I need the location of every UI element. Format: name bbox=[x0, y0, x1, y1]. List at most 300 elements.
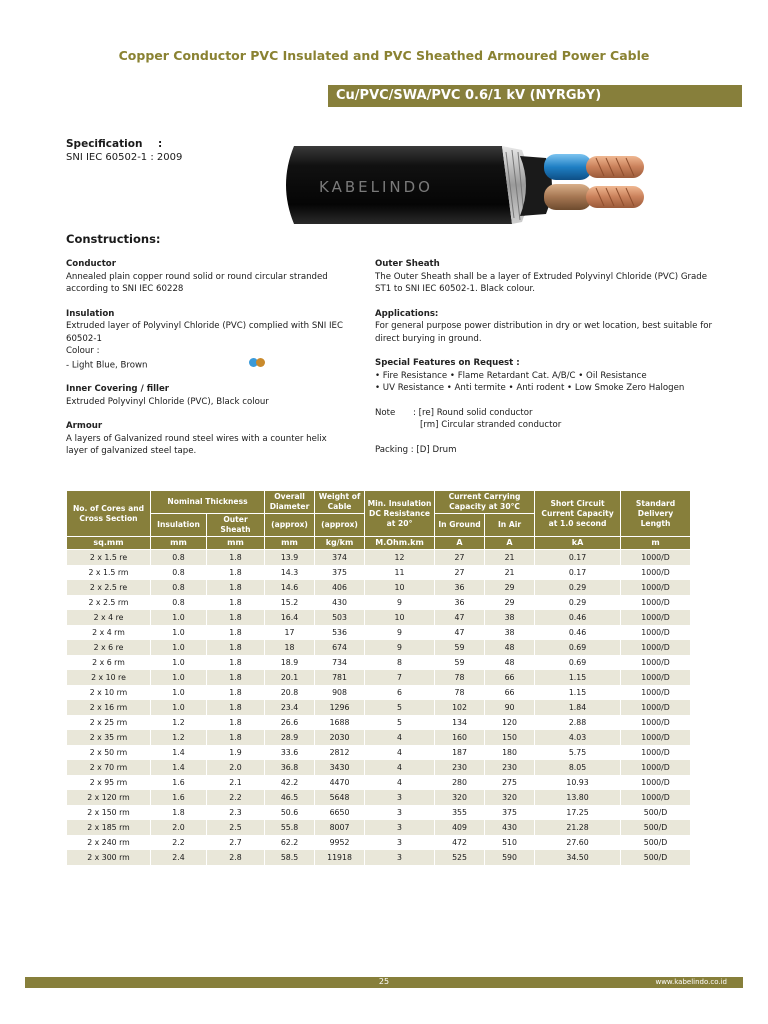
brown-core-shape bbox=[544, 184, 592, 210]
table-cell: 120 bbox=[485, 715, 535, 730]
footer-bar bbox=[25, 977, 743, 988]
table-cell: 14.6 bbox=[265, 580, 315, 595]
specification-colon: : bbox=[158, 138, 163, 150]
table-cell: 1.8 bbox=[207, 640, 265, 655]
table-cell: 375 bbox=[315, 565, 365, 580]
table-cell: 2.0 bbox=[151, 820, 207, 835]
table-cell: 15.2 bbox=[265, 595, 315, 610]
table-row bbox=[67, 610, 691, 625]
table-cell: 4470 bbox=[315, 775, 365, 790]
table-cell: 1.6 bbox=[151, 790, 207, 805]
right-column bbox=[375, 258, 715, 468]
header-cores: No. of Cores and Cross Section bbox=[67, 491, 151, 537]
table-cell: 23.4 bbox=[265, 700, 315, 715]
table-cell: 36 bbox=[435, 580, 485, 595]
table-cell: 1.84 bbox=[535, 700, 621, 715]
table-cell: 1296 bbox=[315, 700, 365, 715]
constructions-heading: Constructions: bbox=[66, 232, 161, 246]
colour-label: Colour : bbox=[66, 346, 100, 356]
note-label: Note bbox=[375, 407, 396, 418]
table-cell: 0.8 bbox=[151, 580, 207, 595]
table-cell: 2 x 4 rm bbox=[67, 625, 151, 640]
header-outer-sheath: Outer Sheath bbox=[207, 514, 265, 537]
table-cell: 8.05 bbox=[535, 760, 621, 775]
header-delivery-length: Standard Delivery Length bbox=[621, 491, 691, 537]
table-cell: 8007 bbox=[315, 820, 365, 835]
page-title: Copper Conductor PVC Insulated and PVC Sheathed Armoured Power Cable bbox=[118, 48, 650, 63]
table-cell: 42.2 bbox=[265, 775, 315, 790]
table-cell: 16.4 bbox=[265, 610, 315, 625]
header-min-insulation: Min. Insulation DC Resistance at 20° bbox=[365, 491, 435, 537]
table-cell: 2.88 bbox=[535, 715, 621, 730]
table-row bbox=[67, 595, 691, 610]
table-cell: 38 bbox=[485, 625, 535, 640]
cable-image bbox=[274, 140, 646, 232]
special-features-section bbox=[375, 357, 715, 395]
table-cell: 33.6 bbox=[265, 745, 315, 760]
inner-covering-heading: Inner Covering / filler bbox=[66, 384, 170, 395]
table-cell: 1.2 bbox=[151, 730, 207, 745]
table-cell: 2.2 bbox=[207, 790, 265, 805]
table-cell: 2030 bbox=[315, 730, 365, 745]
table-cell: 406 bbox=[315, 580, 365, 595]
table-cell: 9 bbox=[365, 625, 435, 640]
outer-sheath-section bbox=[375, 258, 715, 296]
table-cell: 26.6 bbox=[265, 715, 315, 730]
table-cell: 18 bbox=[265, 640, 315, 655]
table-cell: 10 bbox=[365, 610, 435, 625]
table-cell: 66 bbox=[485, 670, 535, 685]
note-section bbox=[375, 407, 715, 432]
special-features-line2: • UV Resistance • Anti termite • Anti rodent • Low Smoke Zero Halogen bbox=[375, 383, 685, 393]
table-cell: 1.0 bbox=[151, 655, 207, 670]
special-features-heading: Special Features on Request : bbox=[375, 358, 520, 368]
table-cell: 1000/D bbox=[621, 580, 691, 595]
table-cell: 734 bbox=[315, 655, 365, 670]
table-cell: 2 x 70 rm bbox=[67, 760, 151, 775]
table-row bbox=[67, 820, 691, 835]
table-cell: 230 bbox=[435, 760, 485, 775]
table-row bbox=[67, 685, 691, 700]
table-cell: 29 bbox=[485, 595, 535, 610]
table-row bbox=[67, 850, 691, 865]
table-cell: 1.8 bbox=[151, 805, 207, 820]
unit-cell: mm bbox=[265, 537, 315, 550]
table-cell: 62.2 bbox=[265, 835, 315, 850]
table-cell: 2 x 10 re bbox=[67, 670, 151, 685]
table-cell: 48 bbox=[485, 655, 535, 670]
table-cell: 2.4 bbox=[151, 850, 207, 865]
note-row-2 bbox=[375, 419, 715, 432]
table-cell: 1.0 bbox=[151, 685, 207, 700]
header-short-circuit: Short Circuit Current Capacity at 1.0 second bbox=[535, 491, 621, 537]
table-cell: 1.4 bbox=[151, 760, 207, 775]
table-cell: 1000/D bbox=[621, 670, 691, 685]
table-cell: 500/D bbox=[621, 850, 691, 865]
table-cell: 1.8 bbox=[207, 670, 265, 685]
unit-cell: sq.mm bbox=[67, 537, 151, 550]
table-row bbox=[67, 580, 691, 595]
left-column bbox=[66, 258, 348, 470]
table-row bbox=[67, 715, 691, 730]
table-cell: 0.69 bbox=[535, 640, 621, 655]
table-cell: 160 bbox=[435, 730, 485, 745]
table-cell: 2 x 4 re bbox=[67, 610, 151, 625]
table-cell: 2812 bbox=[315, 745, 365, 760]
table-cell: 9952 bbox=[315, 835, 365, 850]
table-cell: 510 bbox=[485, 835, 535, 850]
table-cell: 0.8 bbox=[151, 595, 207, 610]
table-cell: 2 x 25 rm bbox=[67, 715, 151, 730]
footer-url: www.kabelindo.co.id bbox=[655, 978, 727, 986]
product-title: Cu/PVC/SWA/PVC 0.6/1 kV (NYRGbY) bbox=[336, 88, 602, 103]
table-cell: 908 bbox=[315, 685, 365, 700]
packing-text: Packing : [D] Drum bbox=[375, 444, 457, 455]
table-row bbox=[67, 790, 691, 805]
inner-covering-section bbox=[66, 383, 348, 408]
table-row bbox=[67, 670, 691, 685]
unit-cell: A bbox=[435, 537, 485, 550]
table-cell: 1000/D bbox=[621, 550, 691, 565]
table-row bbox=[67, 640, 691, 655]
inner-covering-text: Extruded Polyvinyl Chloride (PVC), Black colour bbox=[66, 396, 269, 407]
unit-cell: kg/km bbox=[315, 537, 365, 550]
table-cell: 12 bbox=[365, 550, 435, 565]
table-cell: 536 bbox=[315, 625, 365, 640]
header-current-capacity: Current Carrying Capacity at 30°C bbox=[435, 491, 535, 514]
outer-sheath-heading: Outer Sheath bbox=[375, 259, 440, 269]
product-title-bar bbox=[328, 85, 742, 107]
note-indent bbox=[375, 419, 420, 432]
table-cell: 1000/D bbox=[621, 790, 691, 805]
specification-label: Specification bbox=[66, 138, 143, 150]
conductor-heading: Conductor bbox=[66, 259, 116, 269]
table-cell: 2 x 6 re bbox=[67, 640, 151, 655]
table-cell: 17.25 bbox=[535, 805, 621, 820]
table-cell: 1000/D bbox=[621, 565, 691, 580]
table-cell: 0.29 bbox=[535, 595, 621, 610]
table-cell: 59 bbox=[435, 655, 485, 670]
special-features-line1: • Fire Resistance • Flame Retardant Cat. A/B/C • Oil Resistance bbox=[375, 370, 647, 381]
table-cell: 3 bbox=[365, 820, 435, 835]
table-cell: 2 x 2.5 re bbox=[67, 580, 151, 595]
unit-cell: m bbox=[621, 537, 691, 550]
table-cell: 1.2 bbox=[151, 715, 207, 730]
table-cell: 1.8 bbox=[207, 715, 265, 730]
header-weight: Weight of Cable bbox=[315, 491, 365, 514]
table-row bbox=[67, 775, 691, 790]
outer-sheath-text: The Outer Sheath shall be a layer of Extruded Polyvinyl Chloride (PVC) Grade ST1 to SNI IEC 60502-1. Black colour. bbox=[375, 271, 708, 294]
table-row bbox=[67, 745, 691, 760]
table-cell: 5 bbox=[365, 715, 435, 730]
applications-text: For general purpose power distribution in dry or wet location, best suitable for direct burying in ground. bbox=[375, 321, 713, 344]
table-cell: 1.9 bbox=[207, 745, 265, 760]
table-cell: 1.0 bbox=[151, 610, 207, 625]
table-cell: 2 x 16 rm bbox=[67, 700, 151, 715]
table-cell: 409 bbox=[435, 820, 485, 835]
table-cell: 38 bbox=[485, 610, 535, 625]
table-row bbox=[67, 655, 691, 670]
table-cell: 1.8 bbox=[207, 625, 265, 640]
colour-swatches bbox=[251, 358, 265, 372]
table-cell: 36.8 bbox=[265, 760, 315, 775]
table-cell: 4 bbox=[365, 745, 435, 760]
table-cell: 27 bbox=[435, 550, 485, 565]
table-cell: 11 bbox=[365, 565, 435, 580]
table-cell: 48 bbox=[485, 640, 535, 655]
table-cell: 2.7 bbox=[207, 835, 265, 850]
table-cell: 1.8 bbox=[207, 685, 265, 700]
table-cell: 1.0 bbox=[151, 640, 207, 655]
table-cell: 1.8 bbox=[207, 595, 265, 610]
table-cell: 525 bbox=[435, 850, 485, 865]
table-cell: 1000/D bbox=[621, 775, 691, 790]
table-cell: 590 bbox=[485, 850, 535, 865]
table-body bbox=[67, 550, 691, 865]
table-cell: 2.5 bbox=[207, 820, 265, 835]
table-cell: 374 bbox=[315, 550, 365, 565]
table-cell: 180 bbox=[485, 745, 535, 760]
table-cell: 1.4 bbox=[151, 745, 207, 760]
insulation-heading: Insulation bbox=[66, 308, 115, 319]
table-cell: 66 bbox=[485, 685, 535, 700]
table-cell: 2 x 95 rm bbox=[67, 775, 151, 790]
table-cell: 1000/D bbox=[621, 685, 691, 700]
header-approx-diameter: (approx) bbox=[265, 514, 315, 537]
table-cell: 0.29 bbox=[535, 580, 621, 595]
conductor-section bbox=[66, 258, 348, 296]
table-cell: 27.60 bbox=[535, 835, 621, 850]
table-cell: 320 bbox=[435, 790, 485, 805]
table-cell: 5648 bbox=[315, 790, 365, 805]
table-row bbox=[67, 835, 691, 850]
table-cell: 20.1 bbox=[265, 670, 315, 685]
table-cell: 2 x 2.5 rm bbox=[67, 595, 151, 610]
table-cell: 4 bbox=[365, 730, 435, 745]
note-line1: : [re] Round solid conductor bbox=[413, 407, 533, 418]
table-cell: 1000/D bbox=[621, 625, 691, 640]
table-cell: 1.8 bbox=[207, 700, 265, 715]
table-cell: 102 bbox=[435, 700, 485, 715]
table-cell: 0.17 bbox=[535, 550, 621, 565]
insulation-section bbox=[66, 308, 348, 372]
table-cell: 503 bbox=[315, 610, 365, 625]
insulation-text: Extruded layer of Polyvinyl Chloride (PVC) complied with SNI IEC 60502-1 bbox=[66, 321, 343, 344]
table-cell: 4 bbox=[365, 775, 435, 790]
table-cell: 21 bbox=[485, 565, 535, 580]
table-cell: 13.80 bbox=[535, 790, 621, 805]
table-cell: 5.75 bbox=[535, 745, 621, 760]
table-cell: 1000/D bbox=[621, 595, 691, 610]
table-cell: 9 bbox=[365, 595, 435, 610]
table-cell: 500/D bbox=[621, 820, 691, 835]
table-cell: 78 bbox=[435, 670, 485, 685]
table-cell: 18.9 bbox=[265, 655, 315, 670]
header-nominal-thickness: Nominal Thickness bbox=[151, 491, 265, 514]
table-cell: 1688 bbox=[315, 715, 365, 730]
colour-row bbox=[66, 358, 348, 372]
table-cell: 3 bbox=[365, 805, 435, 820]
unit-cell: M.Ohm.km bbox=[365, 537, 435, 550]
header-in-ground: In Ground bbox=[435, 514, 485, 537]
table-cell: 430 bbox=[485, 820, 535, 835]
table-cell: 1000/D bbox=[621, 745, 691, 760]
table-cell: 1000/D bbox=[621, 700, 691, 715]
table-cell: 2 x 10 rm bbox=[67, 685, 151, 700]
table-cell: 2.2 bbox=[151, 835, 207, 850]
table-cell: 0.8 bbox=[151, 565, 207, 580]
table-cell: 0.69 bbox=[535, 655, 621, 670]
header-in-air: In Air bbox=[485, 514, 535, 537]
table-cell: 5 bbox=[365, 700, 435, 715]
conductor-text: Annealed plain copper round solid or round circular stranded according to SNI IEC 60228 bbox=[66, 271, 328, 294]
table-cell: 0.8 bbox=[151, 550, 207, 565]
table-cell: 1.6 bbox=[151, 775, 207, 790]
table-cell: 2.8 bbox=[207, 850, 265, 865]
table-cell: 781 bbox=[315, 670, 365, 685]
table-cell: 230 bbox=[485, 760, 535, 775]
table-cell: 46.5 bbox=[265, 790, 315, 805]
note-row-1 bbox=[375, 407, 715, 420]
table-cell: 59 bbox=[435, 640, 485, 655]
brown-swatch bbox=[256, 358, 265, 367]
header-insulation: Insulation bbox=[151, 514, 207, 537]
table-cell: 34.50 bbox=[535, 850, 621, 865]
table-cell: 90 bbox=[485, 700, 535, 715]
armour-section bbox=[66, 420, 348, 458]
table-cell: 21 bbox=[485, 550, 535, 565]
table-cell: 14.3 bbox=[265, 565, 315, 580]
table-cell: 0.17 bbox=[535, 565, 621, 580]
table-cell: 36 bbox=[435, 595, 485, 610]
table-cell: 1.15 bbox=[535, 670, 621, 685]
table-cell: 50.6 bbox=[265, 805, 315, 820]
armour-text: A layers of Galvanized round steel wires with a counter helix layer of galvanized steel tape. bbox=[66, 433, 327, 457]
table-cell: 275 bbox=[485, 775, 535, 790]
table-cell: 2 x 6 rm bbox=[67, 655, 151, 670]
table-cell: 2 x 1.5 rm bbox=[67, 565, 151, 580]
table-cell: 1.8 bbox=[207, 550, 265, 565]
table-cell: 2.3 bbox=[207, 805, 265, 820]
table-cell: 78 bbox=[435, 685, 485, 700]
blue-core-shape bbox=[544, 154, 592, 180]
table-cell: 1.0 bbox=[151, 625, 207, 640]
colour-value: - Light Blue, Brown bbox=[66, 359, 148, 370]
table-cell: 1.8 bbox=[207, 730, 265, 745]
table-cell: 4 bbox=[365, 760, 435, 775]
table-cell: 355 bbox=[435, 805, 485, 820]
table-cell: 2 x 150 rm bbox=[67, 805, 151, 820]
table-cell: 1.8 bbox=[207, 610, 265, 625]
armour-heading: Armour bbox=[66, 421, 103, 432]
table-cell: 29 bbox=[485, 580, 535, 595]
table-cell: 150 bbox=[485, 730, 535, 745]
table-cell: 674 bbox=[315, 640, 365, 655]
copper-conductor-shape bbox=[586, 156, 644, 208]
table-cell: 8 bbox=[365, 655, 435, 670]
table-cell: 1.15 bbox=[535, 685, 621, 700]
table-cell: 1.8 bbox=[207, 655, 265, 670]
page-number: 25 bbox=[378, 977, 390, 986]
table-cell: 17 bbox=[265, 625, 315, 640]
table-cell: 1000/D bbox=[621, 730, 691, 745]
unit-cell: mm bbox=[151, 537, 207, 550]
table-cell: 10.93 bbox=[535, 775, 621, 790]
table-cell: 1.8 bbox=[207, 580, 265, 595]
table-cell: 2 x 300 rm bbox=[67, 850, 151, 865]
table-cell: 13.9 bbox=[265, 550, 315, 565]
table-cell: 187 bbox=[435, 745, 485, 760]
table-cell: 6 bbox=[365, 685, 435, 700]
table-cell: 1000/D bbox=[621, 655, 691, 670]
table-row bbox=[67, 625, 691, 640]
table-cell: 20.8 bbox=[265, 685, 315, 700]
table-cell: 9 bbox=[365, 640, 435, 655]
packing-section bbox=[375, 444, 715, 457]
unit-cell: kA bbox=[535, 537, 621, 550]
table-row bbox=[67, 700, 691, 715]
table-row bbox=[67, 805, 691, 820]
specification-value: SNI IEC 60502-1 : 2009 bbox=[66, 152, 183, 163]
unit-cell: mm bbox=[207, 537, 265, 550]
table-cell: 500/D bbox=[621, 835, 691, 850]
table-cell: 7 bbox=[365, 670, 435, 685]
table-cell: 3430 bbox=[315, 760, 365, 775]
table-cell: 4.03 bbox=[535, 730, 621, 745]
specification-table bbox=[66, 490, 691, 865]
table-cell: 47 bbox=[435, 610, 485, 625]
table-cell: 0.46 bbox=[535, 610, 621, 625]
table-cell: 47 bbox=[435, 625, 485, 640]
table-cell: 375 bbox=[485, 805, 535, 820]
table-cell: 2.0 bbox=[207, 760, 265, 775]
header-overall-diameter: Overall Diameter bbox=[265, 491, 315, 514]
table-cell: 1.0 bbox=[151, 700, 207, 715]
table-cell: 1000/D bbox=[621, 715, 691, 730]
table-cell: 55.8 bbox=[265, 820, 315, 835]
table-cell: 10 bbox=[365, 580, 435, 595]
table-cell: 320 bbox=[485, 790, 535, 805]
cable-brand-text: KABELINDO bbox=[319, 178, 433, 196]
table-cell: 11918 bbox=[315, 850, 365, 865]
table-cell: 21.28 bbox=[535, 820, 621, 835]
table-cell: 2.1 bbox=[207, 775, 265, 790]
table-cell: 2 x 1.5 re bbox=[67, 550, 151, 565]
table-cell: 500/D bbox=[621, 805, 691, 820]
table-cell: 3 bbox=[365, 835, 435, 850]
table-cell: 2 x 120 rm bbox=[67, 790, 151, 805]
table-cell: 3 bbox=[365, 790, 435, 805]
table-cell: 6650 bbox=[315, 805, 365, 820]
table-cell: 1.0 bbox=[151, 670, 207, 685]
table-cell: 2 x 50 rm bbox=[67, 745, 151, 760]
table-row bbox=[67, 565, 691, 580]
table-row bbox=[67, 730, 691, 745]
unit-cell: A bbox=[485, 537, 535, 550]
table-cell: 2 x 240 rm bbox=[67, 835, 151, 850]
table-cell: 1000/D bbox=[621, 610, 691, 625]
table-cell: 28.9 bbox=[265, 730, 315, 745]
table-cell: 1000/D bbox=[621, 760, 691, 775]
table-cell: 472 bbox=[435, 835, 485, 850]
table-cell: 2 x 185 rm bbox=[67, 820, 151, 835]
table-cell: 3 bbox=[365, 850, 435, 865]
header-approx-weight: (approx) bbox=[315, 514, 365, 537]
units-row bbox=[67, 537, 691, 550]
table-cell: 0.46 bbox=[535, 625, 621, 640]
table-cell: 27 bbox=[435, 565, 485, 580]
table-cell: 2 x 35 rm bbox=[67, 730, 151, 745]
